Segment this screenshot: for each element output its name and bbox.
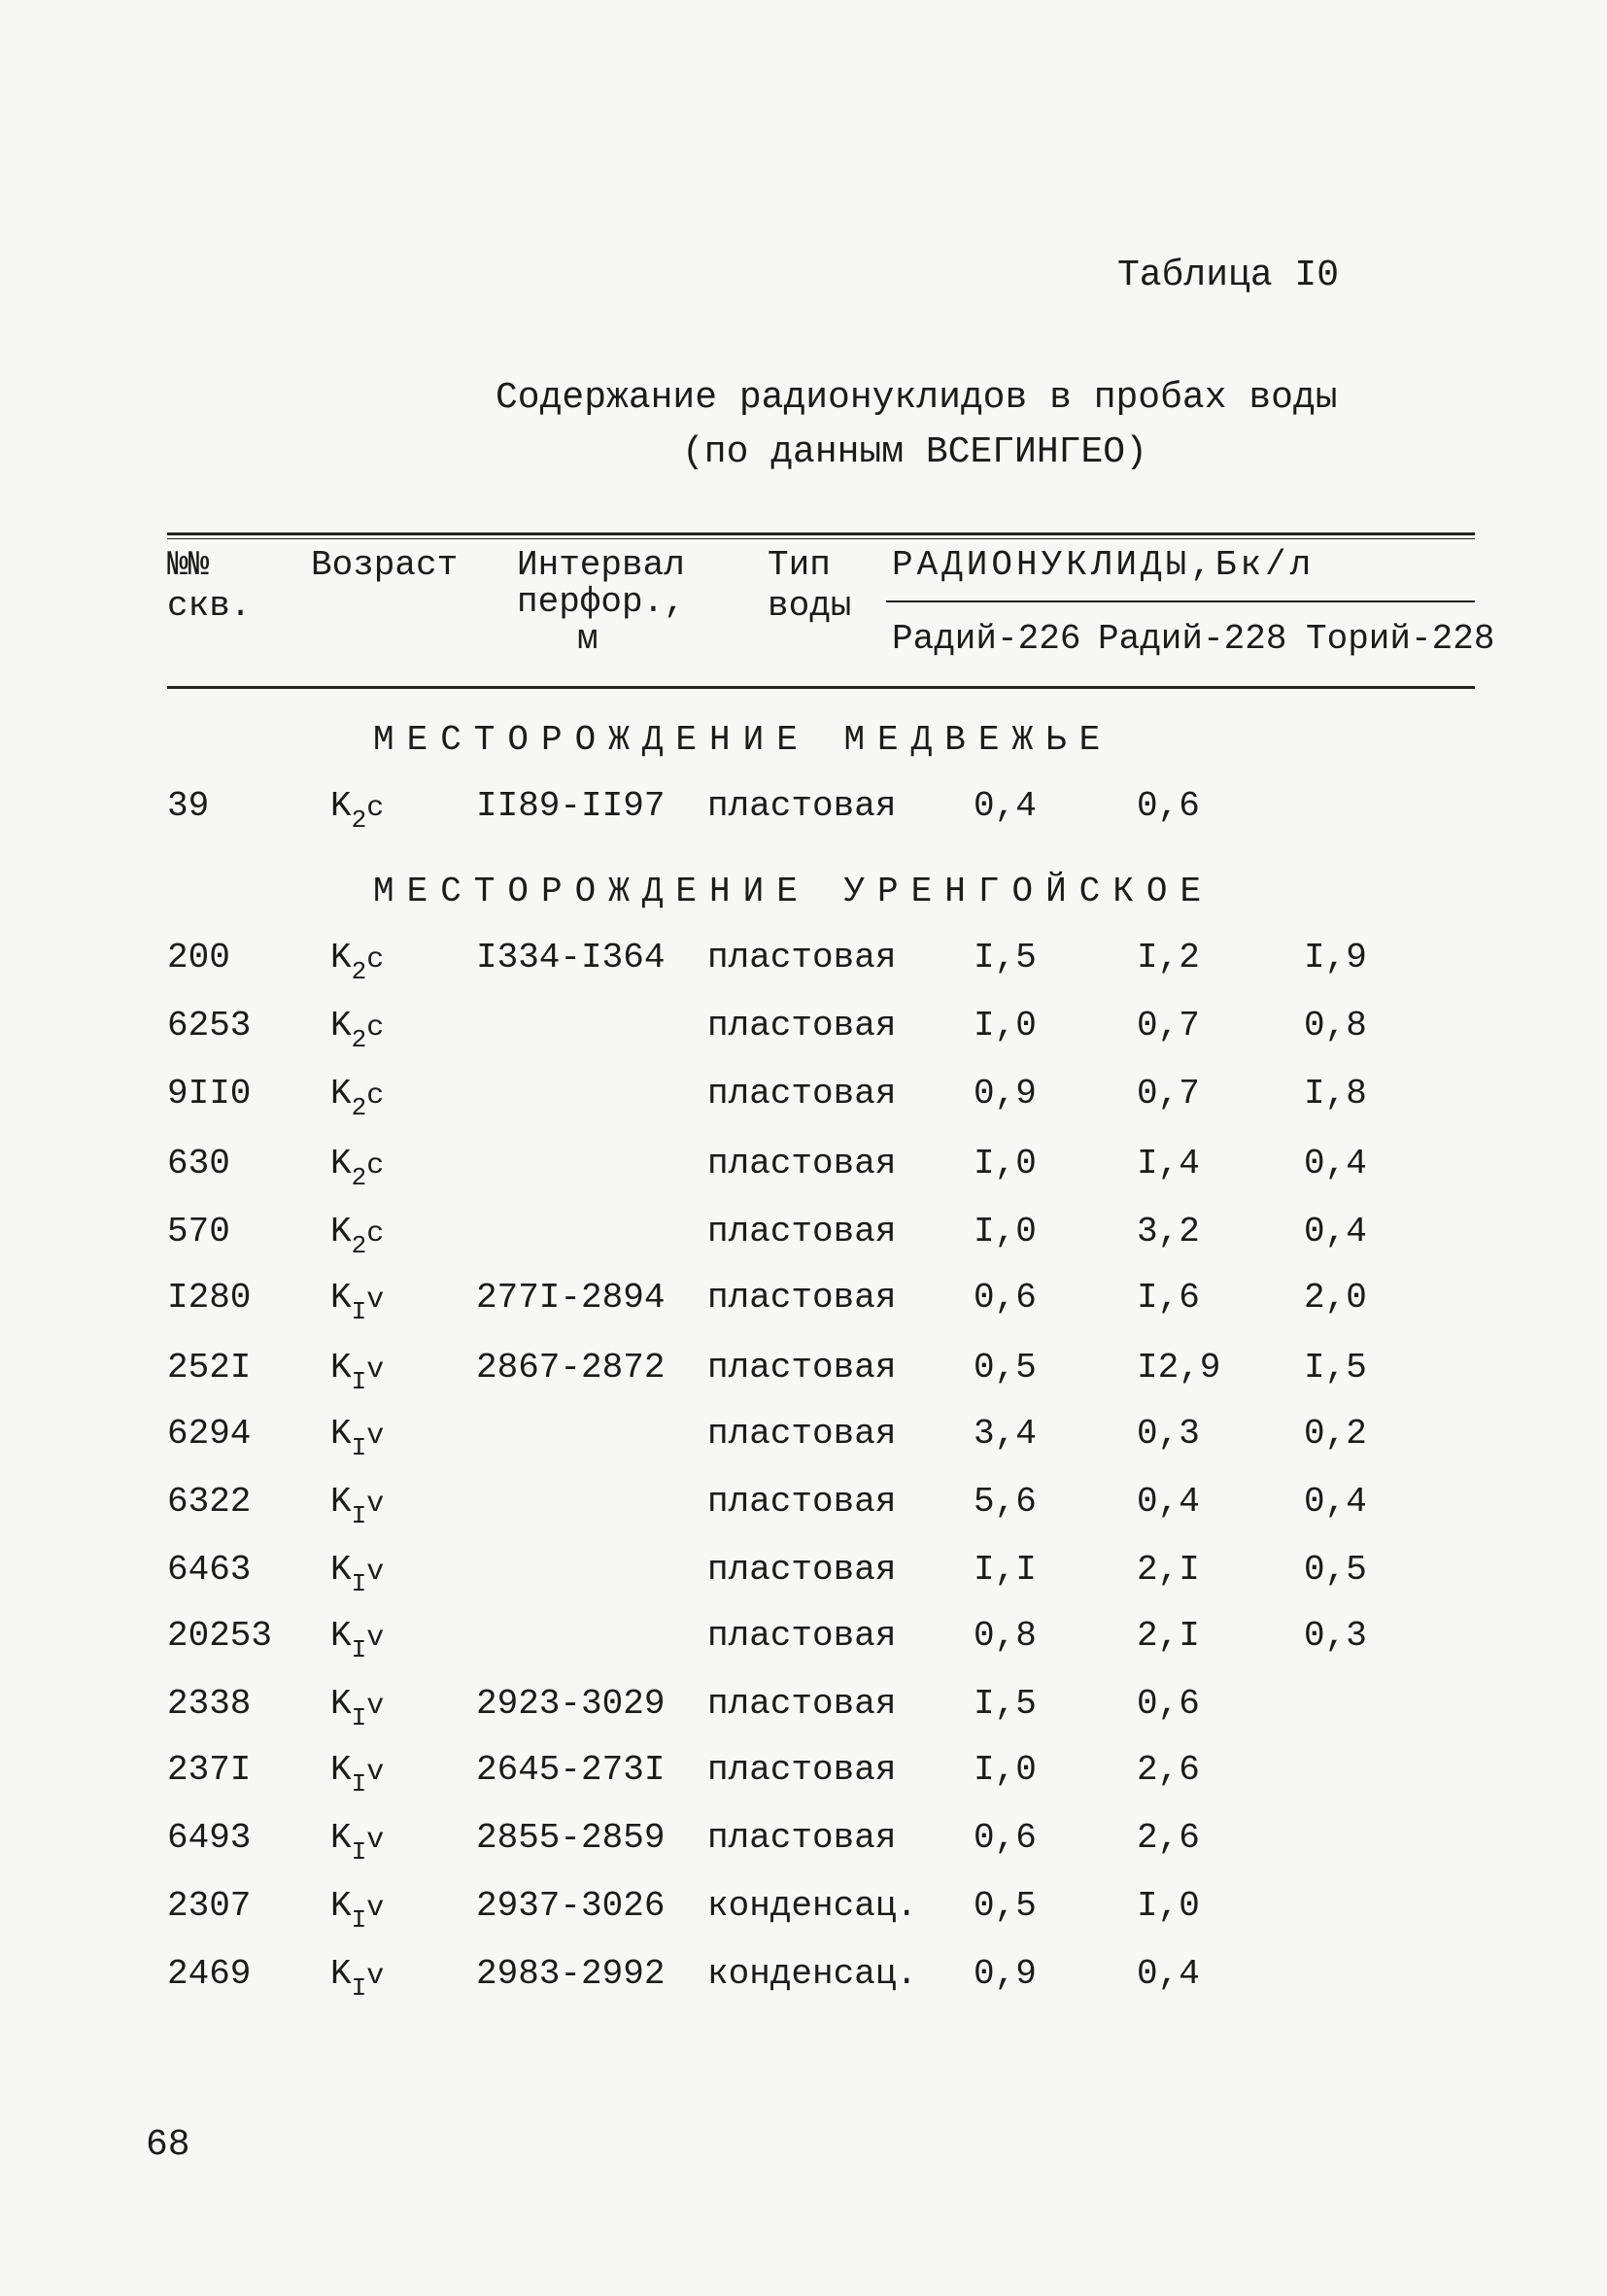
age-cell: [330, 1818, 385, 1867]
age-letter: K: [330, 938, 352, 977]
well-number-cell: I280: [167, 1278, 252, 1318]
interval-cell: 2855-2859: [476, 1818, 666, 1858]
radium-228-cell: 0,6: [1137, 1684, 1200, 1724]
age-subscript: I: [351, 1297, 367, 1326]
water-type-cell: пластовая: [707, 786, 897, 826]
age-suffix: v: [366, 1420, 385, 1453]
age-suffix: v: [366, 1488, 385, 1521]
age-subscript: I: [351, 1569, 367, 1598]
header-ra228: Радий-228: [1098, 619, 1287, 659]
table-label: Таблица I0: [1117, 255, 1340, 296]
thorium-228-cell: I,5: [1304, 1348, 1367, 1388]
age-subscript: I: [351, 1703, 367, 1732]
radium-228-cell: 2,6: [1137, 1818, 1200, 1858]
thorium-228-cell: 0,4: [1304, 1482, 1367, 1522]
interval-cell: 277I-2894: [476, 1278, 666, 1318]
header-type-line1: Тип: [768, 545, 831, 585]
age-subscript: 2: [351, 1163, 367, 1192]
well-number-cell: 39: [167, 786, 210, 826]
age-suffix: v: [366, 1756, 385, 1789]
age-cell: [330, 1348, 385, 1396]
age-suffix: c: [366, 792, 385, 825]
header-interval-line3: м: [577, 619, 598, 659]
age-cell: [330, 1278, 385, 1326]
well-number-cell: 9II0: [167, 1074, 252, 1114]
age-suffix: c: [366, 1149, 385, 1182]
age-subscript: 2: [351, 1231, 367, 1260]
radium-226-cell: 3,4: [974, 1414, 1037, 1454]
radium-226-cell: 5,6: [974, 1482, 1037, 1522]
age-cell: [330, 938, 385, 986]
age-subscript: I: [351, 1973, 367, 2003]
radium-228-cell: 2,6: [1137, 1750, 1200, 1790]
radium-226-cell: 0,6: [974, 1278, 1037, 1318]
radium-226-cell: 0,5: [974, 1886, 1037, 1926]
age-suffix: v: [366, 1556, 385, 1589]
radium-228-cell: 0,7: [1137, 1006, 1200, 1045]
radium-228-cell: I,4: [1137, 1144, 1200, 1183]
group-rule: [886, 600, 1475, 602]
header-interval-line1: Интервал: [517, 545, 685, 585]
radium-226-cell: 0,5: [974, 1348, 1037, 1388]
age-cell: [330, 1616, 385, 1664]
thorium-228-cell: 0,3: [1304, 1616, 1367, 1656]
water-type-cell: пластовая: [707, 1482, 897, 1522]
water-type-cell: пластовая: [707, 1278, 897, 1318]
age-letter: K: [330, 1144, 352, 1183]
interval-cell: 2867-2872: [476, 1348, 666, 1388]
thorium-228-cell: 0,4: [1304, 1144, 1367, 1183]
thorium-228-cell: 0,5: [1304, 1550, 1367, 1590]
age-cell: [330, 1886, 385, 1935]
age-suffix: v: [366, 1284, 385, 1317]
thorium-228-cell: 2,0: [1304, 1278, 1367, 1318]
age-cell: [330, 1414, 385, 1462]
age-subscript: I: [351, 1635, 367, 1664]
header-no-line2: скв.: [167, 586, 252, 626]
age-letter: K: [330, 1074, 352, 1114]
header-ra226: Радий-226: [892, 619, 1081, 659]
well-number-cell: 2469: [167, 1954, 252, 1994]
radium-228-cell: I,6: [1137, 1278, 1200, 1318]
age-suffix: v: [366, 1354, 385, 1387]
age-suffix: v: [366, 1622, 385, 1655]
radium-228-cell: 0,4: [1137, 1954, 1200, 1994]
age-cell: [330, 1006, 385, 1054]
age-letter: K: [330, 1886, 352, 1926]
well-number-cell: 2338: [167, 1684, 252, 1724]
section-title: МЕСТОРОЖДЕНИЕ УРЕНГОЙСКОЕ: [373, 872, 1214, 911]
radium-228-cell: I,0: [1137, 1886, 1200, 1926]
age-suffix: c: [366, 943, 385, 977]
thorium-228-cell: I,8: [1304, 1074, 1367, 1114]
age-letter: K: [330, 1212, 352, 1251]
water-type-cell: пластовая: [707, 1750, 897, 1790]
age-cell: [330, 1144, 385, 1192]
radium-226-cell: 0,6: [974, 1818, 1037, 1858]
radium-228-cell: 2,I: [1137, 1616, 1200, 1656]
age-suffix: c: [366, 1079, 385, 1113]
age-subscript: 2: [351, 805, 367, 835]
table-subtitle: (по данным ВСЕГИНГЕО): [682, 431, 1147, 473]
water-type-cell: конденсац.: [707, 1886, 918, 1926]
age-cell: [330, 786, 385, 835]
age-letter: K: [330, 1750, 352, 1790]
water-type-cell: пластовая: [707, 1144, 897, 1183]
water-type-cell: пластовая: [707, 1348, 897, 1388]
age-letter: K: [330, 786, 352, 826]
radium-228-cell: 0,7: [1137, 1074, 1200, 1114]
well-number-cell: 6253: [167, 1006, 252, 1045]
age-subscript: I: [351, 1501, 367, 1530]
interval-cell: 2923-3029: [476, 1684, 666, 1724]
water-type-cell: пластовая: [707, 1818, 897, 1858]
well-number-cell: 6322: [167, 1482, 252, 1522]
age-cell: [330, 1074, 385, 1122]
header-type-line2: воды: [768, 586, 852, 626]
water-type-cell: пластовая: [707, 1550, 897, 1590]
age-subscript: 2: [351, 1025, 367, 1054]
header-interval-line2: перфор.,: [517, 582, 685, 622]
age-subscript: I: [351, 1769, 367, 1799]
radium-228-cell: I,2: [1137, 938, 1200, 977]
radium-226-cell: I,5: [974, 1684, 1037, 1724]
age-suffix: v: [366, 1824, 385, 1857]
header-bottom-rule: [167, 686, 1475, 689]
age-letter: K: [330, 1818, 352, 1858]
age-letter: K: [330, 1616, 352, 1656]
radium-226-cell: I,0: [974, 1212, 1037, 1251]
radium-226-cell: I,5: [974, 938, 1037, 977]
interval-cell: I334-I364: [476, 938, 666, 977]
thorium-228-cell: 0,2: [1304, 1414, 1367, 1454]
radium-228-cell: I2,9: [1137, 1348, 1221, 1388]
well-number-cell: 200: [167, 938, 230, 977]
radium-226-cell: I,0: [974, 1144, 1037, 1183]
water-type-cell: пластовая: [707, 1616, 897, 1656]
age-letter: K: [330, 1414, 352, 1454]
water-type-cell: конденсац.: [707, 1954, 918, 1994]
well-number-cell: 237I: [167, 1750, 252, 1790]
header-age: Возраст: [311, 545, 459, 585]
water-type-cell: пластовая: [707, 1212, 897, 1251]
well-number-cell: 252I: [167, 1348, 252, 1388]
header-top-rule-thin: [167, 538, 1475, 539]
age-cell: [330, 1482, 385, 1530]
header-radionuclides: РАДИОНУКЛИДЫ,Бк/л: [892, 545, 1316, 585]
age-cell: [330, 1684, 385, 1732]
radium-226-cell: 0,4: [974, 786, 1037, 826]
age-letter: K: [330, 1550, 352, 1590]
age-cell: [330, 1212, 385, 1260]
table-title: Содержание радионуклидов в пробах воды: [496, 377, 1338, 419]
well-number-cell: 6294: [167, 1414, 252, 1454]
radium-226-cell: 0,8: [974, 1616, 1037, 1656]
interval-cell: 2983-2992: [476, 1954, 666, 1994]
radium-226-cell: I,I: [974, 1550, 1037, 1590]
radium-226-cell: 0,9: [974, 1954, 1037, 1994]
age-cell: [330, 1550, 385, 1598]
interval-cell: 2645-273I: [476, 1750, 666, 1790]
age-suffix: v: [366, 1960, 385, 1993]
interval-cell: 2937-3026: [476, 1886, 666, 1926]
age-subscript: 2: [351, 957, 367, 986]
radium-226-cell: I,0: [974, 1750, 1037, 1790]
age-suffix: c: [366, 1217, 385, 1251]
age-subscript: I: [351, 1367, 367, 1396]
thorium-228-cell: 0,8: [1304, 1006, 1367, 1045]
radium-228-cell: 2,I: [1137, 1550, 1200, 1590]
well-number-cell: 2307: [167, 1886, 252, 1926]
water-type-cell: пластовая: [707, 1074, 897, 1114]
age-suffix: v: [366, 1690, 385, 1723]
page-number: 68: [146, 2124, 190, 2166]
age-suffix: c: [366, 1011, 385, 1045]
radium-228-cell: 3,2: [1137, 1212, 1200, 1251]
well-number-cell: 20253: [167, 1616, 273, 1656]
section-title: МЕСТОРОЖДЕНИЕ МЕДВЕЖЬЕ: [373, 720, 1113, 760]
header-th228: Торий-228: [1306, 619, 1495, 659]
age-cell: [330, 1954, 385, 2003]
age-letter: K: [330, 1954, 352, 1994]
radium-228-cell: 0,3: [1137, 1414, 1200, 1454]
water-type-cell: пластовая: [707, 1414, 897, 1454]
well-number-cell: 630: [167, 1144, 230, 1183]
water-type-cell: пластовая: [707, 1006, 897, 1045]
radium-226-cell: 0,9: [974, 1074, 1037, 1114]
well-number-cell: 570: [167, 1212, 230, 1251]
well-number-cell: 6463: [167, 1550, 252, 1590]
age-cell: [330, 1750, 385, 1799]
age-subscript: I: [351, 1905, 367, 1935]
thorium-228-cell: I,9: [1304, 938, 1367, 977]
age-suffix: v: [366, 1892, 385, 1925]
age-subscript: 2: [351, 1093, 367, 1122]
age-letter: K: [330, 1482, 352, 1522]
age-subscript: I: [351, 1837, 367, 1867]
age-subscript: I: [351, 1433, 367, 1462]
header-top-rule: [167, 532, 1475, 535]
age-letter: K: [330, 1684, 352, 1724]
header-no-line1: №№: [167, 545, 210, 585]
water-type-cell: пластовая: [707, 1684, 897, 1724]
radium-226-cell: I,0: [974, 1006, 1037, 1045]
thorium-228-cell: 0,4: [1304, 1212, 1367, 1251]
age-letter: K: [330, 1278, 352, 1318]
interval-cell: II89-II97: [476, 786, 666, 826]
age-letter: K: [330, 1348, 352, 1388]
age-letter: K: [330, 1006, 352, 1045]
water-type-cell: пластовая: [707, 938, 897, 977]
radium-228-cell: 0,6: [1137, 786, 1200, 826]
well-number-cell: 6493: [167, 1818, 252, 1858]
radium-228-cell: 0,4: [1137, 1482, 1200, 1522]
